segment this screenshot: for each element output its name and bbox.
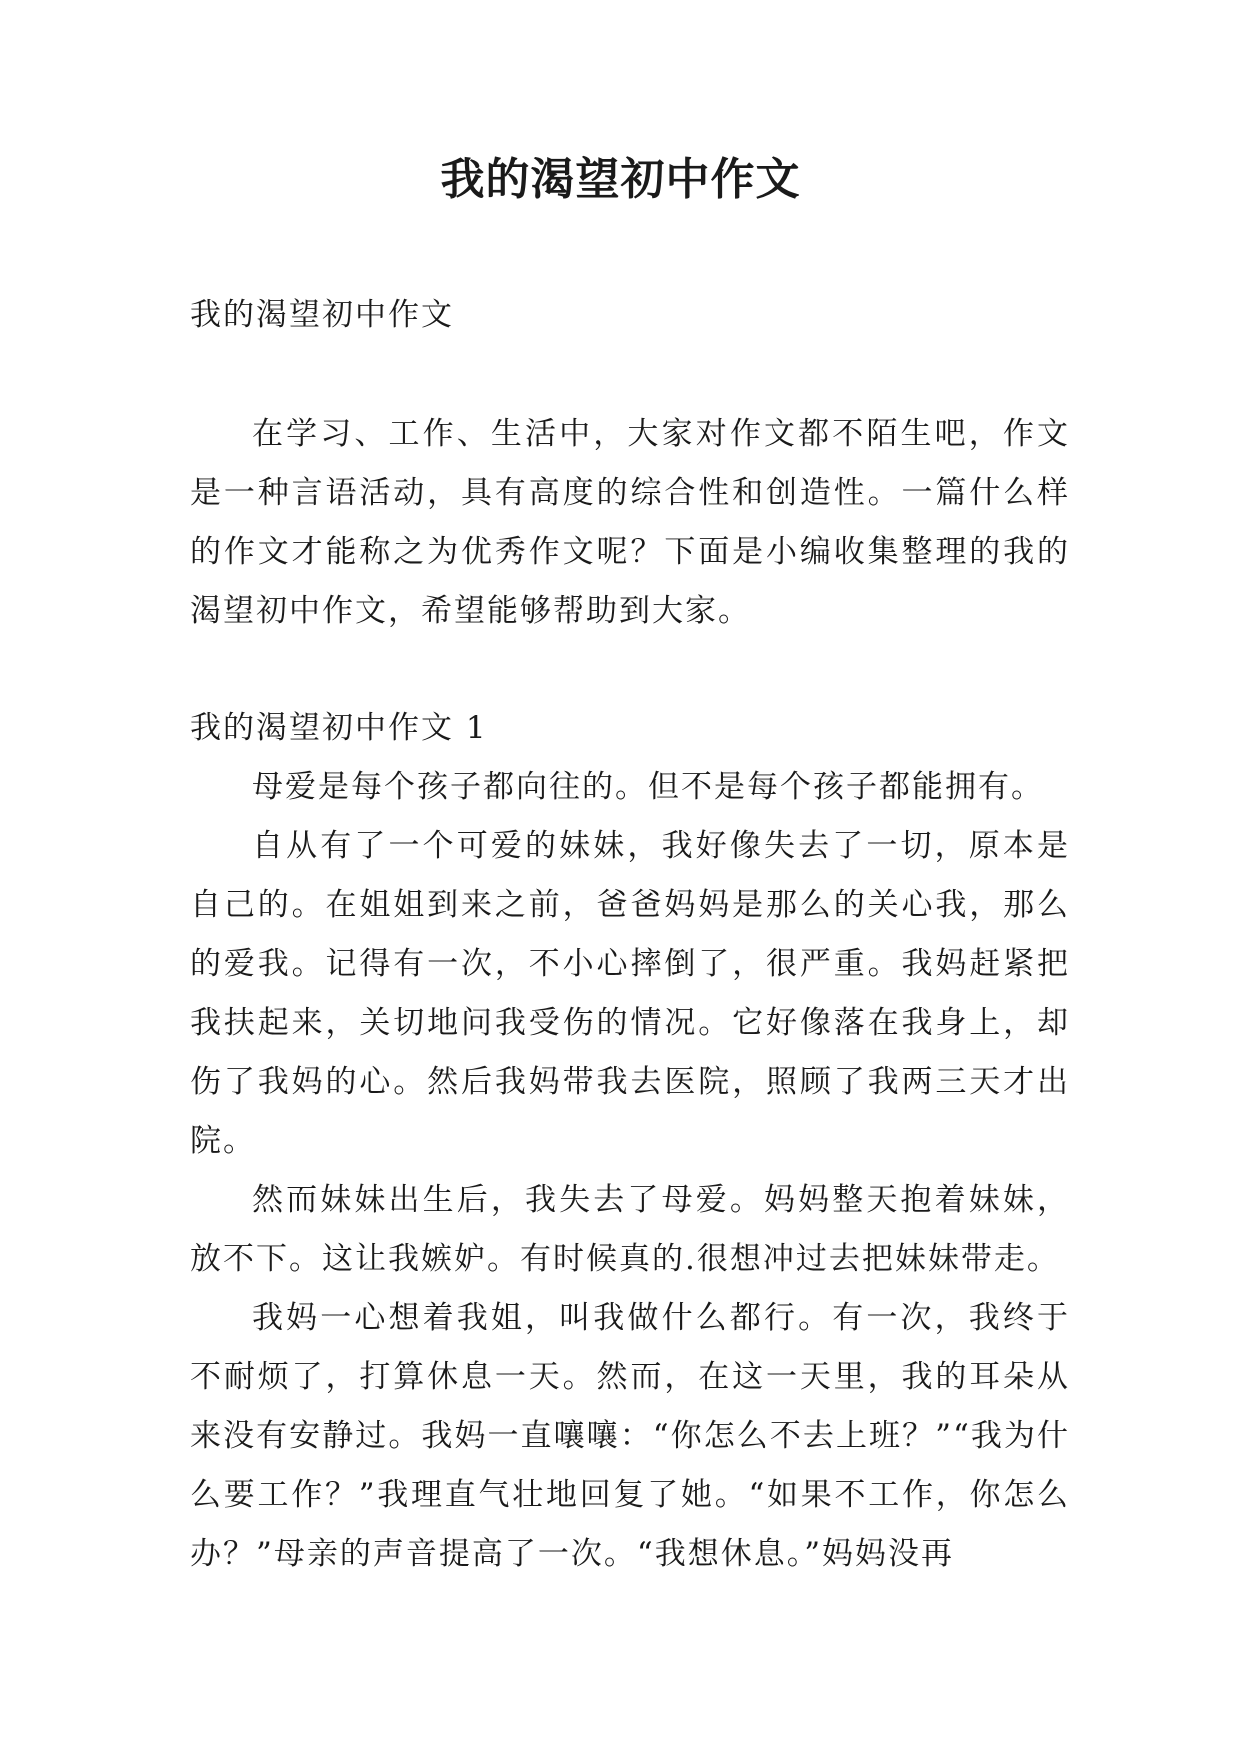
body-paragraph: 然而妹妹出生后，我失去了母爱。妈妈整天抱着妹妹，放不下。这让我嫉妒。有时候真的.很想冲过去把妹妹带走。 <box>190 1182 1070 1277</box>
section-title: 我的渴望初中作文 1 <box>190 710 488 746</box>
document-title: 我的渴望初中作文 <box>440 154 801 205</box>
body-paragraph: 我妈一心想着我姐，叫我做什么都行。有一次，我终于不耐烦了，打算休息一天。然而，在这一天里，我的耳朵从来没有安静过。我妈一直嚷嚷：“你怎么不去上班？”“我为什么要工作？”我理直气壮地回复了她。“如果不工作，你怎么办？”母亲的声音提高了一次。“我想休息。”妈妈没再 <box>190 1300 1070 1572</box>
body-paragraph: 自从有了一个可爱的妹妹，我好像失去了一切，原本是自己的。在姐姐到来之前，爸爸妈妈是那么的关心我，那么的爱我。记得有一次，不小心摔倒了，很严重。我妈赶紧把我扶起来，关切地问我受伤的情况。它好像落在我身上，却伤了我妈的心。然后我妈带我去医院，照顾了我两三天才出院。 <box>190 828 1070 1159</box>
document-body <box>190 286 1070 1584</box>
body-paragraph: 母爱是每个孩子都向往的。但不是每个孩子都能拥有。 <box>252 769 1044 805</box>
document-subtitle: 我的渴望初中作文 <box>190 297 454 333</box>
intro-paragraph: 在学习、工作、生活中，大家对作文都不陌生吧，作文是一种言语活动，具有高度的综合性和创造性。一篇什么样的作文才能称之为优秀作文呢？下面是小编收集整理的我的渴望初中作文，希望能够帮助到大家。 <box>190 416 1070 629</box>
